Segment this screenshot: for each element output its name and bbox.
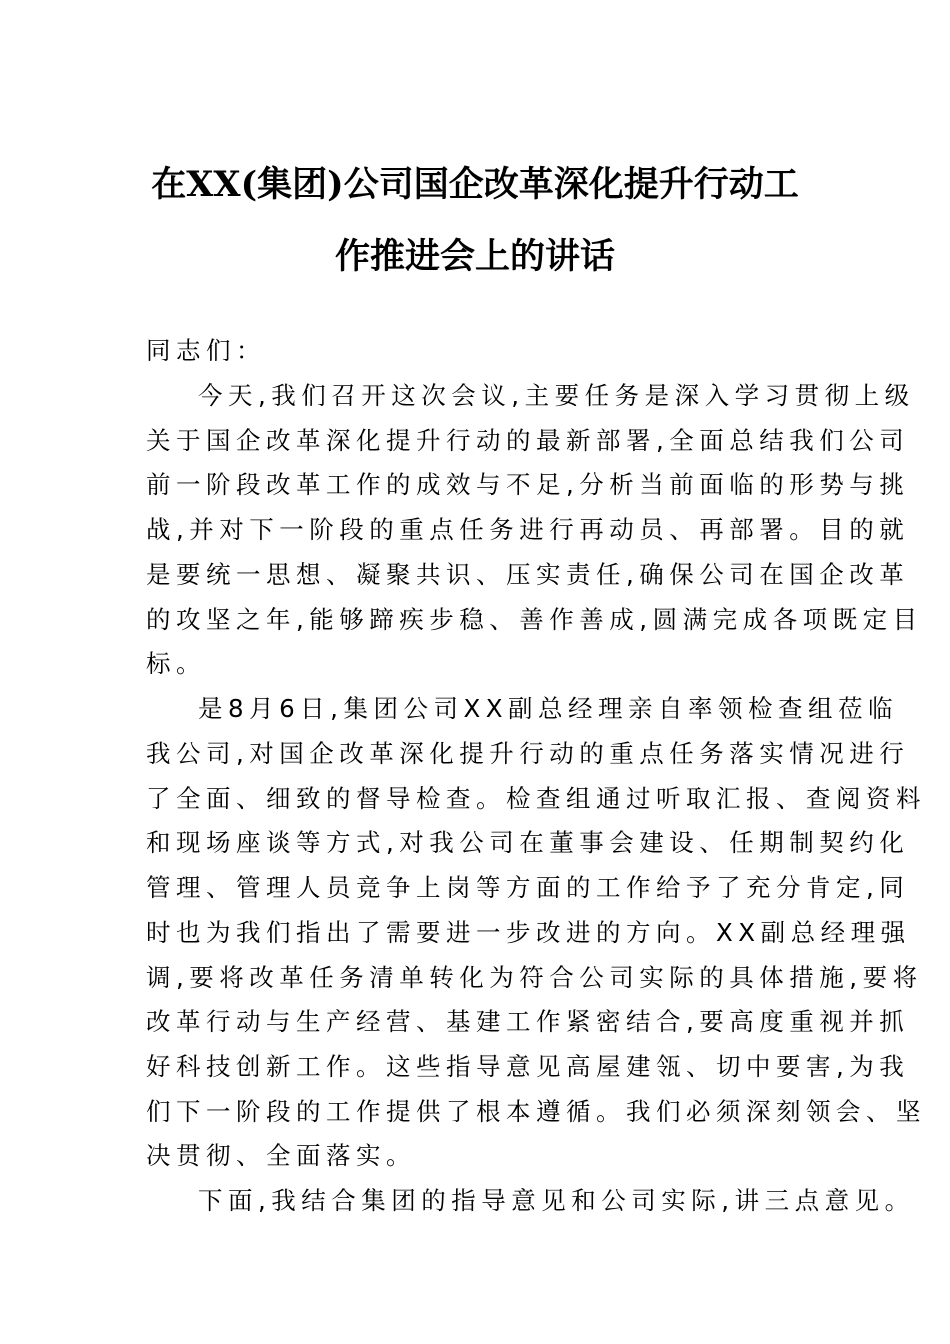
paragraph-2-line: 了全面、细致的督导检查。检查组通过听取汇报、查阅资料 — [146, 784, 926, 813]
paragraph-2-line: 们下一阶段的工作提供了根本遵循。我们必须深刻领会、坚 — [146, 1097, 926, 1126]
paragraph-2-line: 调,要将改革任务清单转化为符合公司实际的具体措施,要将 — [146, 963, 923, 992]
paragraph-1-line: 关于国企改革深化提升行动的最新部署,全面总结我们公司 — [146, 426, 910, 455]
paragraph-2-line: 时也为我们指出了需要进一步改进的方向。XX副总经理强 — [146, 918, 911, 947]
paragraph-1-line: 的攻坚之年,能够蹄疾步稳、善作善成,圆满完成各项既定目 — [146, 605, 923, 634]
paragraph-2-line: 我公司,对国企改革深化提升行动的重点任务落实情况进行 — [146, 739, 910, 768]
paragraph-3-line: 下面,我结合集团的指导意见和公司实际,讲三点意见。 — [198, 1186, 915, 1215]
paragraph-1-line: 今天,我们召开这次会议,主要任务是深入学习贯彻上级 — [198, 381, 915, 410]
salutation: 同志们： — [146, 336, 266, 365]
paragraph-2-line: 好科技创新工作。这些指导意见高屋建瓴、切中要害,为我 — [146, 1052, 910, 1081]
paragraph-1-line: 是要统一思想、凝聚共识、压实责任,确保公司在国企改革 — [146, 560, 910, 589]
document-title-line-2: 作推进会上的讲话 — [334, 236, 615, 277]
document-title-line-1: 在XX(集团)公司国企改革深化提升行动工 — [151, 164, 799, 205]
paragraph-1-line: 战,并对下一阶段的重点任务进行再动员、再部署。目的就 — [146, 515, 910, 544]
paragraph-1-line: 前一阶段改革工作的成效与不足,分析当前面临的形势与挑 — [146, 470, 910, 499]
paragraph-1-line: 标。 — [146, 649, 206, 678]
paragraph-2-line: 决贯彻、全面落实。 — [146, 1141, 416, 1170]
paragraph-2-line: 是8月6日,集团公司XX副总经理亲自率领检查组莅临 — [198, 694, 899, 723]
paragraph-2-line: 改革行动与生产经营、基建工作紧密结合,要高度重视并抓 — [146, 1007, 910, 1036]
paragraph-2-line: 管理、管理人员竞争上岗等方面的工作给予了充分肯定,同 — [146, 873, 910, 902]
paragraph-2-line: 和现场座谈等方式,对我公司在董事会建设、任期制契约化 — [146, 828, 910, 857]
